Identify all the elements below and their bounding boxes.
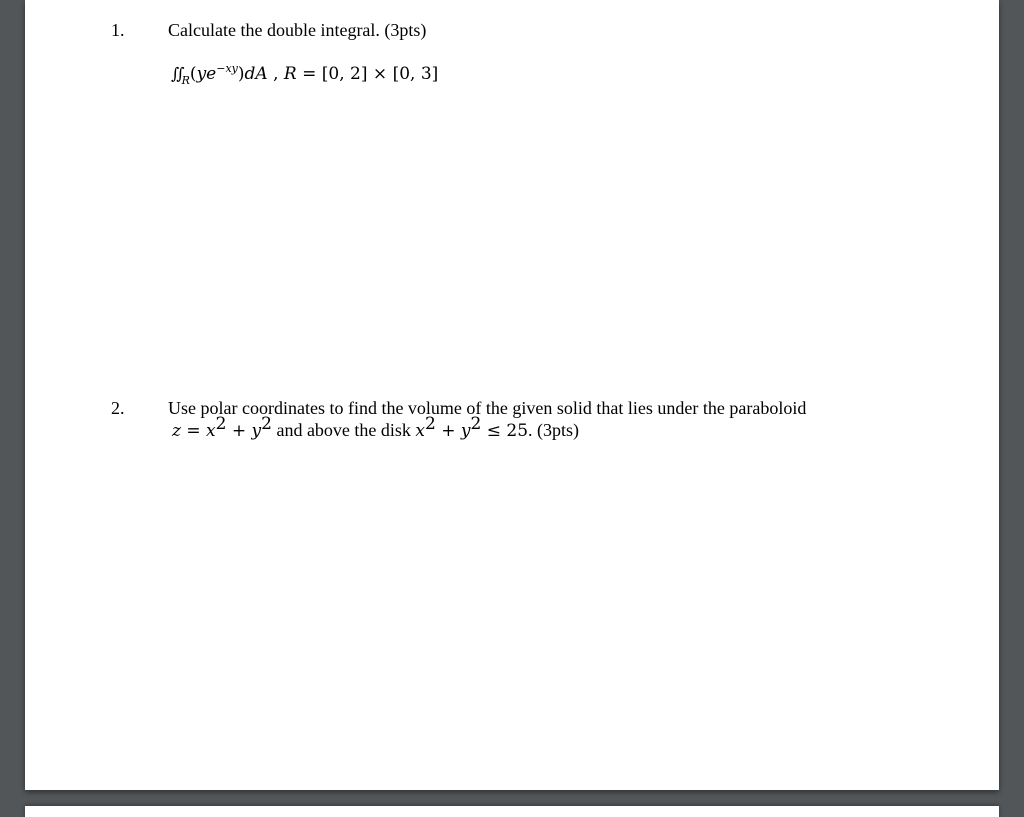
question-2-number: 2.	[111, 398, 125, 418]
points-label: . (3pts)	[528, 420, 580, 440]
question-1-number: 1.	[111, 20, 125, 40]
question-1-prompt: Calculate the double integral. (3pts)	[168, 20, 427, 40]
var-x-disk: x	[415, 421, 426, 441]
next-page-edge	[25, 806, 999, 817]
question-2-prompt-line1: Use polar coordinates to find the volume of the given solid that lies under the paraboloid	[168, 398, 807, 418]
formula-times: ×	[367, 64, 393, 84]
formula-interval-2: [0, 3]	[392, 64, 439, 84]
var-y: y	[251, 421, 262, 441]
formula-base: ye	[196, 64, 217, 84]
formula-open-paren: (	[189, 64, 197, 84]
var-y-disk: y	[460, 421, 471, 441]
double-integral-symbol: ∬	[171, 64, 182, 83]
x-exponent: 2	[215, 414, 227, 434]
disk-bound: 25	[506, 421, 529, 441]
plus-sign: +	[226, 421, 252, 441]
question-2-prompt-line2	[172, 414, 580, 441]
question-1-formula	[171, 62, 439, 87]
disk-text: and above the disk	[271, 420, 416, 440]
x-disk-exponent: 2	[425, 414, 436, 434]
formula-equals: =	[296, 64, 322, 84]
equals-sign: =	[180, 421, 207, 441]
formula-exponent: −xy	[216, 62, 238, 75]
formula-close-paren: )	[237, 64, 245, 84]
formula-interval-1: [0, 2]	[321, 64, 368, 84]
formula-region: R	[283, 64, 297, 84]
plus-sign-disk: +	[435, 421, 461, 441]
var-z: z	[172, 421, 181, 441]
var-x: x	[206, 421, 216, 441]
leq-sign: ≤	[481, 421, 507, 441]
formula-differential: dA	[244, 64, 268, 84]
integral-region-subscript: R	[181, 74, 190, 87]
y-exponent: 2	[261, 414, 272, 434]
document-page	[25, 0, 999, 790]
formula-separator: ,	[267, 64, 284, 84]
y-disk-exponent: 2	[470, 414, 482, 434]
